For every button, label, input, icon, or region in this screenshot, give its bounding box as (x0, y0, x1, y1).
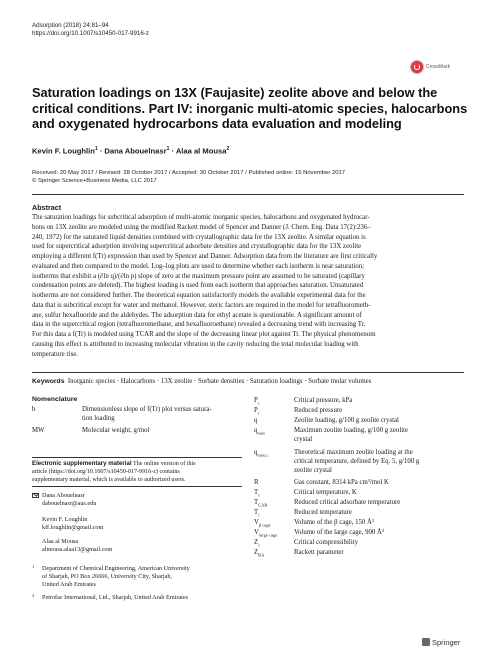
affiliation-line: Department of Chemical Engineering, American University (42, 565, 190, 572)
contact-name: Alaa al Mousa (42, 538, 79, 545)
abstract-line: data that is subcritical except for water and methanol. However, steric factors are required in the model for tetrafluorometh- (32, 301, 371, 309)
publication-dates (32, 170, 472, 185)
nomenclature-entry (254, 426, 469, 446)
abstract-line: ane, sulfur hexafluoride and the aldehydes. The adsorption data for ethyl acetate is questionable. A significant amount of (32, 311, 362, 319)
abstract-line: The saturation loadings for subcritical adsorption of multi-atomic inorganic species, halocarbons and oxygenated hydrocar- (32, 214, 370, 221)
esm-text: supplementary material, which is available to authorized users. (32, 477, 186, 483)
nomenclature-symbol: MW (32, 427, 45, 434)
nomenclature-definition: Molecular weight, g/mol (82, 427, 150, 434)
nomenclature-symbol: $Z_{RA}$ (254, 549, 265, 558)
nomenclature-definition: Rackett parameter (294, 549, 344, 556)
author-list (32, 144, 229, 157)
abstract-line: isotherms that exhibit a (∂ln q)/(∂ln p) slope of zero at the maximum pressure point are assumed to be saturated (capillary (32, 272, 365, 280)
nomenclature-symbol: b (32, 406, 36, 413)
nomenclature-symbol: $Z_c$ (254, 539, 261, 548)
paper-title (32, 85, 472, 132)
nomenclature-symbol: $q_{max}$ (254, 427, 266, 436)
nomenclature-definition: Theoretical maximum zeolite loading at the (294, 449, 413, 456)
abstract-heading: Abstract (32, 203, 62, 212)
crossmark-label: CrossMark (426, 64, 451, 70)
nomenclature-definition: Critical temperature, K (294, 489, 357, 496)
nomenclature-definition: Critical compressibility (294, 539, 358, 546)
copyright-line: © Springer Science+Business Media, LLC 2017 (32, 177, 157, 184)
author-separator: · (97, 146, 105, 156)
abstract-line: bons on 13X zeolite are modeled using the modified Rackett model of Spencer and Danner (J. Chem. Eng. Data 17(2):236– (32, 223, 371, 231)
nomenclature-entry (254, 396, 469, 406)
contact-email[interactable]: kff.loughlin@gmail.com (42, 524, 104, 531)
nomenclature-entry (254, 538, 469, 548)
abstract-line: isotherms are not considered further. The theoretical equation satisfactorily models the available experimental data for the (32, 292, 366, 299)
nomenclature-entry (254, 448, 469, 476)
dates-line: Received: 20 May 2017 / Revised: 28 October 2017 / Accepted: 30 October 2017 / Published online: 15 November 2017 (32, 170, 346, 176)
nomenclature-definition: Dimensionless slope of f(Tr) plot versus satura- (82, 406, 212, 413)
contact-name: Dana Abouelnasr (42, 492, 85, 499)
affiliation-line: Petrofac International, Ltd., Sharjah, United Arab Emirates (42, 594, 189, 601)
nomenclature-symbol: $P_c$ (254, 397, 260, 406)
author-name[interactable]: Kevin F. Loughlin (32, 146, 95, 156)
author-name[interactable]: Dana Abouelnasr (104, 146, 167, 156)
esm-label: Electronic supplementary material (32, 460, 132, 467)
crossmark-icon (410, 60, 424, 74)
nomenclature-definition: Reduced temperature (294, 509, 352, 516)
contact-entry (32, 516, 242, 532)
abstract-line: employing a different f(Tr) expression than used by Spencer and Danner. Adsorption data from the literature are first critically (32, 253, 378, 260)
keywords-label: Keywords (32, 378, 65, 385)
abstract-line: condensation points are deleted). The highest loading is used from each isotherm that approaches saturation. Unsaturated (32, 282, 364, 290)
keywords-text: Inorganic species · Halocarbons · 13X zeolite · Sorbate densities · Saturation loadings · Sorbate molar volumes (67, 378, 372, 385)
contact-entry (32, 538, 242, 554)
affiliation (32, 565, 242, 589)
nomenclature-definition: Reduced pressure (294, 407, 343, 414)
author-affiliation-mark: 1 (166, 146, 170, 152)
abstract-line: 240, 1972) for the saturated liquid densities combined with crystallographic data for the 13X zeolite. A similar equation is (32, 233, 366, 241)
nomenclature-entry (254, 498, 469, 508)
nomenclature-definition: tion loading (82, 415, 115, 422)
publisher-name: Springer (432, 638, 461, 647)
nomenclature-symbol: $P_r$ (254, 407, 260, 416)
nomenclature-definition: Zeolite loading, g/100 g zeolite crystal (294, 417, 399, 424)
nomenclature-definition: critical temperature, defined by Eq. 5, g/100 g (294, 458, 420, 465)
divider (32, 194, 464, 195)
title-line: critical conditions. Part IV: inorganic multi-atomic species, halocarbons (32, 100, 468, 116)
nomenclature-entry (32, 405, 247, 425)
abstract-line: evaluated and then compared to the model. Log–log plots are used to determine whether each isotherm is near saturation; (32, 262, 365, 270)
esm-text[interactable]: article (https://doi.org/10.1007/s10450-017-9916-z) contains (32, 469, 180, 475)
contact-name: Kevin F. Loughlin (42, 516, 88, 523)
publisher-logo (422, 638, 460, 647)
footnote-divider (32, 486, 242, 487)
nomenclature-definition: Reduced critical adsorbate temperature (294, 499, 401, 506)
author-separator: · (169, 146, 176, 156)
nomenclature-symbol: q (254, 417, 258, 424)
journal-citation: Adsorption (2018) 24:81–94 (32, 22, 109, 29)
contact-email[interactable]: almousa.alaa13@gmail.com (42, 546, 113, 553)
author-affiliation-mark: 1 (94, 146, 98, 152)
nomenclature-entry (254, 548, 469, 558)
nomenclature-entry (254, 406, 469, 416)
title-line: and oxygenated hydrocarbons data evaluation and modeling (32, 116, 402, 131)
supplementary-note (32, 460, 242, 484)
nomenclature-symbol: $V_{\beta cage}$ (254, 519, 271, 528)
nomenclature-symbol: $T_{CAR}$ (254, 499, 268, 508)
journal-doi[interactable]: https://doi.org/10.1007/s10450-017-9916-z (32, 30, 149, 37)
nomenclature-entry (254, 518, 469, 528)
envelope-icon (32, 493, 39, 498)
nomenclature-definition: Critical pressure, kPa (294, 397, 353, 404)
affiliation (32, 594, 242, 602)
title-line: Saturation loadings on 13X (Faujasite) zeolite above and below the (32, 85, 438, 100)
nomenclature-entry (254, 416, 469, 426)
nomenclature-entry (254, 528, 469, 538)
abstract-line: temperature rise. (32, 350, 78, 358)
nomenclature-definition: crystal (294, 436, 313, 443)
nomenclature-entry (254, 508, 469, 518)
abstract-line: used for supercritical adsorption involving supercritical adsorbate densities and crystallographic data for the 13X zeolite (32, 243, 362, 251)
author-affiliation-mark: 2 (226, 146, 230, 152)
abstract-line: data in the supercritical region (tetrafluoromethane, and hexafluoroethane) revealed a decreasing trend with increasing Tr. (32, 321, 366, 329)
nomenclature-symbol: R (254, 479, 259, 486)
abstract-line: causing this effect is attributed to increasing molecular vibration in the cavity reducing the total molecular loading with (32, 340, 359, 348)
nomenclature-symbol: $q_{max,c}$ (254, 449, 269, 458)
journal-header (32, 22, 149, 38)
author-name[interactable]: Alaa al Mousa (175, 146, 227, 156)
crossmark-badge[interactable] (402, 60, 472, 82)
divider (32, 372, 464, 373)
nomenclature-heading: Nomenclature (32, 396, 78, 403)
nomenclature-symbol: $V_{large cage}$ (254, 529, 278, 538)
abstract-body (32, 213, 464, 359)
nomenclature-definition: zeolite crystal (294, 467, 332, 474)
affiliation-number: 1 (32, 564, 35, 569)
nomenclature-definition: Volume of the β cage, 150 Å³ (294, 519, 374, 526)
nomenclature-entry (254, 478, 469, 488)
affiliation-line: of Sharjah, PO Box 26666, University City, Sharjah, (42, 573, 173, 580)
esm-text: The online version of this (131, 461, 196, 467)
nomenclature-definition: Volume of the large cage, 900 Å³ (294, 529, 384, 536)
footnote-divider (32, 457, 242, 458)
abstract-line: For this data a f(Tr) is modeled using TCAR and the slope of the decreasing linear plot against Tr. The physical phenomenom (32, 331, 376, 338)
keywords (32, 377, 464, 386)
nomenclature-definition: Gas constant, 8314 kPa cm³/mol K (294, 479, 389, 486)
contact-email[interactable]: dabouelnasr@aus.edu (42, 500, 97, 507)
nomenclature-entry (254, 488, 469, 498)
nomenclature-definition: Maximum zeolite loading, g/100 g zeolite (294, 427, 409, 434)
nomenclature-symbol: $T_c$ (254, 489, 261, 498)
corresponding-author (32, 492, 242, 508)
affiliation-line: United Arab Emirates (42, 581, 96, 588)
springer-horse-icon (422, 638, 430, 646)
nomenclature-symbol: $T_r$ (254, 509, 260, 518)
affiliation-number: 2 (32, 593, 35, 598)
nomenclature-entry (32, 426, 247, 436)
